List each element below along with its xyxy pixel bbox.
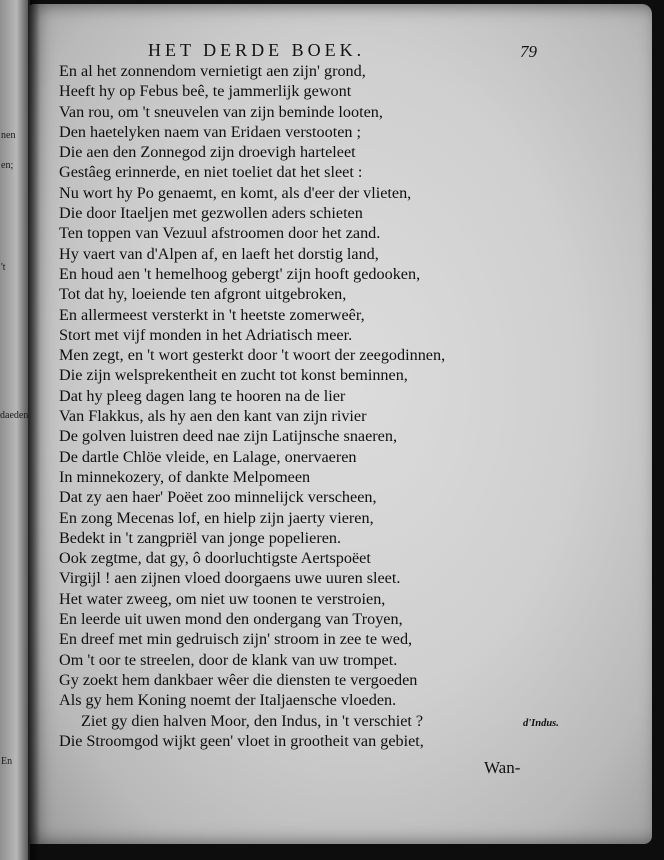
- facing-page-fragment: 't: [1, 262, 6, 273]
- verse-line: Stort met vijf monden in het Adriatisch meer.: [59, 325, 353, 344]
- verse-line: Die zijn welsprekentheit en zucht tot konst beminnen,: [59, 366, 408, 385]
- verse-line: En leerde uit uwen mond den ondergang van Troyen,: [59, 610, 403, 629]
- verse-line: Die door Itaeljen met gezwollen aders schieten: [59, 204, 363, 223]
- verse-line: Om 't oor te streelen, door de klank van uw trompet.: [59, 650, 398, 669]
- facing-page-fragment: en;: [1, 160, 14, 171]
- verse-line: In minnekozery, of dankte Melpomeen: [59, 467, 311, 486]
- verse-line: Tot dat hy, loeiende ten afgront uitgebroken,: [59, 285, 347, 304]
- verse-line: Die Stroomgod wijkt geen' vloet in grootheit van gebiet,: [59, 731, 424, 750]
- verse-line: Ook zegtme, dat gy, ô doorluchtigste Aertspoëet: [59, 549, 371, 568]
- verse-line: En dreef met min gedruisch zijn' stroom in zee te wed,: [59, 630, 413, 649]
- facing-page-fragment: daeden: [0, 410, 29, 421]
- verse-line: En al het zonnendom vernietigt aen zijn' grond,: [59, 62, 366, 80]
- verse-line: Ziet gy dien halven Moor, den Indus, in 't verschiet ?: [81, 711, 424, 730]
- running-header: HET DERDE BOEK.: [148, 40, 366, 60]
- verse-line: Gy zoekt hem dankbaer wêer die diensten te vergoeden: [59, 670, 418, 689]
- verse-line: Bedekt in 't zangpriël van jonge popelieren.: [59, 528, 342, 547]
- verse-line: Ten toppen van Vezuul afstroomen door het zand.: [59, 224, 381, 243]
- verse-line: Die aen den Zonnegod zijn droevigh harteleet: [59, 143, 356, 162]
- page-number: 79: [520, 42, 537, 61]
- verse-line: Men zegt, en 't wort gesterkt door 't woort der zeegodinnen,: [59, 346, 446, 365]
- poem-text: [59, 61, 519, 751]
- verse-line: Hy vaert van d'Alpen af, en laeft het dorstig land,: [59, 244, 379, 263]
- verse-line: Heeft hy op Febus beê, te jammerlijk gewont: [59, 82, 352, 101]
- verse-line: Virgijl ! aen zijnen vloed doorgaens uwe uuren sleet.: [59, 569, 401, 588]
- verse-line: Nu wort hy Po genaemt, en komt, als d'eer der vlieten,: [59, 183, 412, 202]
- verse-line: En houd aen 't hemelhoog gebergt' zijn hooft gedooken,: [59, 264, 421, 283]
- catchword: Wan-: [484, 758, 521, 777]
- verse-line: De golven luistren deed nae zijn Latijnsche snaeren,: [59, 427, 398, 446]
- verse-line: Als gy hem Koning noemt der Italjaensche vloeden.: [59, 691, 397, 710]
- verse-line: En zong Mecenas lof, en hielp zijn jaerty vieren,: [59, 508, 374, 527]
- verse-line: De dartle Chlöe vleide, en Lalage, onervaeren: [59, 447, 357, 466]
- verse-line: Dat zy aen haer' Poëet zoo minnelijck verscheen,: [59, 488, 377, 507]
- verse-line: Van rou, om 't sneuvelen van zijn beminde looten,: [59, 102, 383, 121]
- facing-page-edge: [0, 0, 30, 860]
- verse-line: Dat hy pleeg dagen lang te hooren na de lier: [59, 386, 346, 405]
- facing-page-fragment: En: [1, 756, 13, 767]
- verse-line: Het water zweeg, om niet uw toonen te verstroien,: [59, 589, 386, 608]
- page-gutter-shadow: [28, 0, 40, 860]
- facing-page-fragment: nen: [1, 130, 16, 141]
- verse-line: En allermeest versterkt in 't heetste zomerweêr,: [59, 305, 365, 324]
- verse-line: Den haetelyken naem van Eridaen verstooten ;: [59, 122, 362, 141]
- verse-line: Gestâeg erinnerde, en niet toeliet dat het sleet :: [59, 163, 363, 182]
- verse-line: Van Flakkus, als hy aen den kant van zijn rivier: [59, 407, 367, 426]
- marginal-note: d'Indus.: [523, 718, 559, 729]
